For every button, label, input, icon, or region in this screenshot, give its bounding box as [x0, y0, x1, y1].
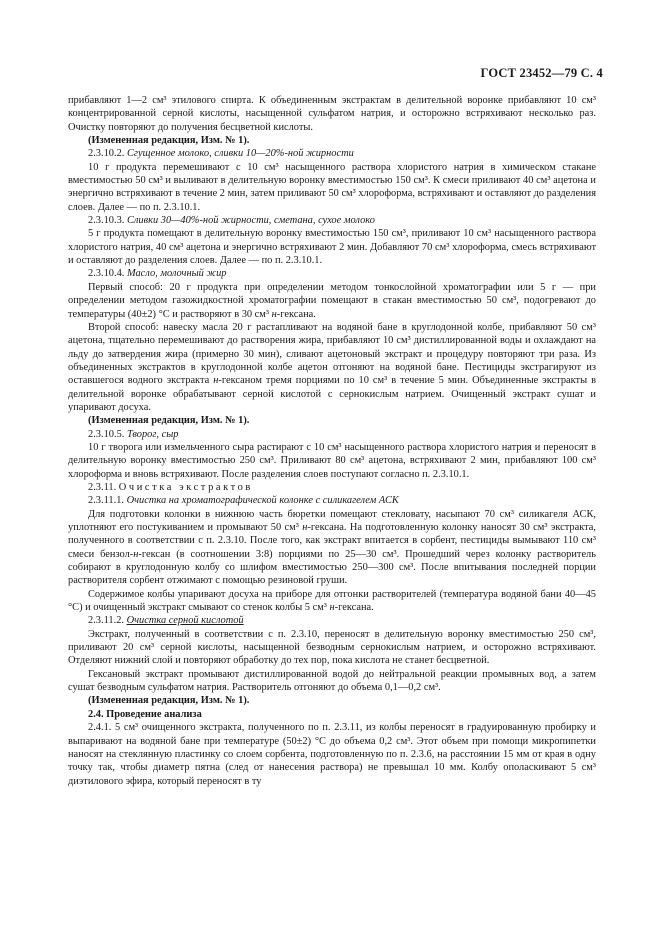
- text-run: 2.3.11.2.: [88, 615, 127, 627]
- text-run: 2.3.10.4.: [88, 268, 127, 280]
- text-run: -гексаном тремя порциями по 10 см³ в течение 5 мин. Объединенные экстракты в делительной воронке обрабатывают серной кислотой с сернокислым натрием. Очищенный экстракт сушат и упаривают досуха.: [68, 375, 596, 413]
- text-run: -гексан (в соотношении 3:8) порциями по 25—30 см³. Прошедший через колонку растворитель собирают в круглодонную колбу со шлифом вместимостью 250—300 см³. После впитывания последней порции растворителя сорбент отжимают с помощью резиновой груши.: [68, 548, 596, 587]
- text-run: 2.3.10.2.: [88, 148, 127, 160]
- text-run: н: [302, 522, 308, 533]
- text-run: Для подготовки колонки в нижнюю часть бюретки помещают стекловату, насыпают 70 см³ силикагеля АСК, уплотняют его постукиванием и промывают 50 см³: [68, 508, 596, 533]
- text-run: Экстракт, полученный в соответствии с п. 2.3.10, переносят в делительную воронку вместимостью 250 см³, приливают 20 см³ серной кислоты, насыщенной безводным сернокислым натрием, и осторожно встряхивают. Отделяют нижний слой и повторяют обработку до тех пор, пока кислота не станет бесцветной.: [68, 628, 596, 667]
- text-run: 5 г продукта помещают в делительную воронку вместимостью 150 см³, приливают 10 см³ насыщенного раствора хлористого натрия, 40 см³ ацетона и энергично встряхивают 2 мин. Добавляют 70 см³ хлороформа, смесь встряхивают и оставляют до разделения слоев. Далее — по п. 2.3.10.1.: [68, 228, 596, 267]
- paragraph: [68, 161, 596, 214]
- text-run: Очистка экстрактов: [118, 481, 253, 493]
- text-run: 10 г продукта перемешивают с 10 см³ насыщенного раствора хлористого натрия в химическом стакане вместимостью 50 см³ и выливают в делительную воронку вместимостью 150 см³. К смеси приливают 40 см³ ацетона и энергично встряхивают в течение 2 мин, затем приливают 50 см³ хлороформа, встряхивают и оставляют до разделения слоев. Далее — по п. 2.3.10.1.: [68, 161, 596, 213]
- text-run: прибавляют 1—2 см³ этилового спирта. К объединенным экстрактам в делительной воронке прибавляют 10 см³ концентрированной серной кислоты, насыщенной сульфатом натрия, и осторожно встряхивают несколько раз. Очистку повторяют до получения бесцветной кислоты.: [68, 95, 596, 133]
- document-body: [68, 94, 596, 788]
- paragraph: [68, 227, 596, 267]
- text-run: Масло, молочный жир: [126, 268, 227, 280]
- text-run: Очистка на хроматографической колонке с силикагелем АСК: [126, 495, 399, 507]
- text-run: 2.3.11.1.: [88, 495, 127, 507]
- paragraph: [68, 494, 596, 507]
- paragraph: [68, 721, 596, 788]
- paragraph: [68, 588, 596, 615]
- text-run: н: [271, 308, 277, 320]
- paragraph: [68, 441, 596, 481]
- text-run: н: [133, 548, 139, 560]
- text-run: Сливки 30—40%-ной жирности, сметана, сухое молоко: [126, 215, 375, 227]
- paragraph: [68, 281, 596, 321]
- paragraph: [68, 694, 596, 707]
- paragraph: [68, 668, 596, 695]
- text-run: -гексана.: [334, 602, 374, 614]
- text-run: н: [213, 375, 219, 387]
- paragraph: [68, 428, 596, 441]
- text-run: (Измененная редакция, Изм. № 1).: [88, 415, 250, 427]
- text-run: 2.3.11.: [88, 481, 119, 493]
- text-run: н: [329, 602, 335, 614]
- paragraph: [68, 628, 596, 668]
- paragraph: [68, 508, 596, 588]
- paragraph: [68, 321, 596, 414]
- text-run: Второй способ: навеску масла 20 г растапливают на водяной бане в круглодонной колбе, прибавляют 50 см³ ацетона, тщательно перемешивают до растворения жира, прибавляют 10 см³ дистиллированной воды и охлаждают на льду до затвердения жира (примерно 30 мин), сливают ацетоновый экстракт и процедуру повторяют три раза. Из объединенных экстрактов в круглодонной колбе ацетон отгоняют на водяной бане. Пестициды экстрагируют из оставшегося водного экстракта: [68, 321, 596, 387]
- paragraph: [68, 708, 596, 721]
- paragraph: [68, 414, 596, 427]
- text-run: 2.4. Проведение анализа: [88, 708, 202, 720]
- paragraph: [68, 267, 596, 280]
- paragraph: [68, 134, 596, 147]
- paragraph: [68, 214, 596, 227]
- text-run: Содержимое колбы упаривают досуха на приборе для отгонки растворителей (температура водяной бани 40—45 °С) и очищенный экстракт смывают со стенок колбы 5 см³: [68, 588, 596, 614]
- text-run: Сгущенное молоко, сливки 10—20%-ной жирности: [126, 148, 354, 160]
- text-run: Очистка серной кислотой: [126, 615, 244, 627]
- text-run: Творог, сыр: [126, 428, 179, 440]
- text-run: 2.3.10.3.: [88, 215, 127, 227]
- text-run: (Измененная редакция, Изм. № 1).: [88, 135, 250, 147]
- text-run: Гексановый экстракт промывают дистиллированной водой до нейтральной реакции промывных вод, а затем сушат безводным сульфатом натрия. Растворитель отгоняют до объема 0,1—0,2 см³.: [68, 668, 596, 694]
- text-run: 2.3.10.5.: [88, 428, 127, 440]
- text-run: 2.4.1. 5 см³ очищенного экстракта, полученного по п. 2.3.11, из колбы переносят в градуированную пробирку и выпаривают на водяной бане при температуре (50±2) °С до объема 0,2 см³. Этот объем при помощи микропипетки наносят на стеклянную пластинку со слоем сорбента, подготовленную по п. 2.3.6, на расстоянии 15 мм от края в одну точку так, чтобы диаметр пятна (след от нанесения раствора) не превышал 10 мм. Колбу ополаскивают 5 см³ диэтилового эфира, который переносят в ту: [68, 722, 596, 787]
- paragraph: [68, 94, 596, 134]
- text-run: (Измененная редакция, Изм. № 1).: [88, 695, 250, 707]
- text-run: Первый способ: 20 г продукта при определении методом тонкослойной хроматографии или 5 г — при определении методом газожидкостной хроматографии помещают в стакан вместимостью 50 см³, подогревают до температуры (40±2) °С и растворяют в 30 см³: [68, 281, 596, 320]
- text-run: -гексана. На подготовленную колонку наносят 30 см³ экстракта, полученного в соответствии с п. 2.3.10. После того, как экстракт впитается в сорбент, пестициды вымывают 110 см³ смеси бензол-: [68, 522, 596, 560]
- text-run: 10 г творога или измельченного сыра растирают с 10 см³ насыщенного раствора хлористого натрия и переносят в делительную воронку вместимостью 250 см³. Приливают 80 см³ ацетона, встряхивают 2 мин, прибавляют 100 см³ хлороформа и вновь встряхивают. После разделения слоев поступают согласно п. 2.3.10.1.: [68, 441, 596, 480]
- paragraph: [68, 147, 596, 160]
- page-header: ГОСТ 23452—79 С. 4: [480, 66, 603, 80]
- text-run: -гексана.: [276, 308, 316, 320]
- paragraph: [68, 481, 596, 494]
- paragraph: [68, 614, 596, 627]
